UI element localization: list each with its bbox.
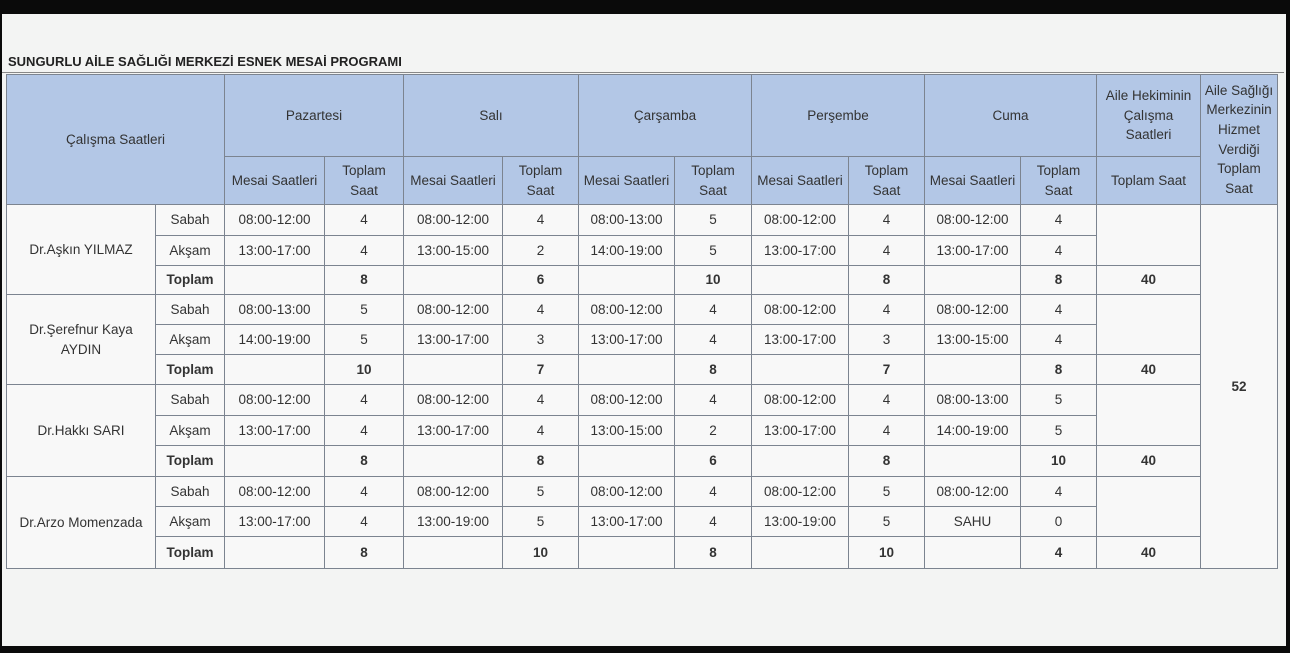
mesai-hours-cell: 08:00-12:00 bbox=[752, 385, 849, 416]
header-mesai-saatleri: Mesai Saatleri bbox=[225, 157, 325, 205]
mesai-hours-cell: 08:00-12:00 bbox=[579, 295, 675, 325]
hours-total-cell: 4 bbox=[1021, 205, 1097, 236]
table-row bbox=[7, 446, 1278, 477]
title-divider bbox=[2, 72, 1284, 73]
hours-total-cell: 4 bbox=[675, 325, 752, 355]
header-calisma-saatleri: Çalışma Saatleri bbox=[7, 75, 225, 205]
day-total-cell: 8 bbox=[325, 537, 404, 569]
hours-total-cell: 4 bbox=[503, 205, 579, 236]
hours-total-cell: 5 bbox=[325, 325, 404, 355]
shift-label-aksam: Akşam bbox=[156, 416, 225, 446]
header-toplam-saat: Toplam Saat bbox=[503, 157, 579, 205]
mesai-hours-cell: 13:00-19:00 bbox=[752, 507, 849, 537]
hours-total-cell: 4 bbox=[849, 295, 925, 325]
mesai-hours-cell: 13:00-17:00 bbox=[752, 236, 849, 266]
header-day-carsamba: Çarşamba bbox=[579, 75, 752, 157]
shift-label-toplam: Toplam bbox=[156, 355, 225, 385]
shift-label-aksam: Akşam bbox=[156, 236, 225, 266]
hours-total-cell: 4 bbox=[503, 295, 579, 325]
mesai-hours-cell: 13:00-17:00 bbox=[752, 416, 849, 446]
header-toplam-saat: Toplam Saat bbox=[1021, 157, 1097, 205]
blank-cell bbox=[579, 355, 675, 385]
mesai-hours-cell: 08:00-13:00 bbox=[579, 205, 675, 236]
mesai-hours-cell: 13:00-15:00 bbox=[579, 416, 675, 446]
table-row bbox=[7, 477, 1278, 507]
table-row bbox=[7, 537, 1278, 569]
header-asm-toplam: Aile Sağlığı Merkezinin Hizmet Verdiği Toplam Saat bbox=[1201, 75, 1278, 205]
day-total-cell: 10 bbox=[849, 537, 925, 569]
mesai-hours-cell: SAHU bbox=[925, 507, 1021, 537]
table-row bbox=[7, 507, 1278, 537]
table-row bbox=[7, 266, 1278, 295]
mesai-hours-cell: 08:00-12:00 bbox=[404, 205, 503, 236]
table-row bbox=[7, 205, 1278, 236]
shift-label-sabah: Sabah bbox=[156, 477, 225, 507]
hours-total-cell: 4 bbox=[503, 416, 579, 446]
day-total-cell: 10 bbox=[325, 355, 404, 385]
mesai-hours-cell: 13:00-19:00 bbox=[404, 507, 503, 537]
hours-total-cell: 4 bbox=[849, 416, 925, 446]
hours-total-cell: 4 bbox=[1021, 295, 1097, 325]
hours-total-cell: 4 bbox=[325, 385, 404, 416]
hours-total-cell: 4 bbox=[325, 507, 404, 537]
header-day-cuma: Cuma bbox=[925, 75, 1097, 157]
spreadsheet bbox=[2, 14, 1286, 646]
shift-label-toplam: Toplam bbox=[156, 537, 225, 569]
mesai-hours-cell: 08:00-12:00 bbox=[404, 295, 503, 325]
hours-total-cell: 5 bbox=[675, 205, 752, 236]
mesai-hours-cell: 13:00-15:00 bbox=[404, 236, 503, 266]
day-total-cell: 10 bbox=[1021, 446, 1097, 477]
header-mesai-saatleri: Mesai Saatleri bbox=[925, 157, 1021, 205]
mesai-hours-cell: 13:00-15:00 bbox=[925, 325, 1021, 355]
weekly-total-cell: 40 bbox=[1097, 537, 1201, 569]
day-total-cell: 7 bbox=[849, 355, 925, 385]
header-aile-hekimi-toplam-saat: Toplam Saat bbox=[1097, 157, 1201, 205]
day-total-cell: 8 bbox=[503, 446, 579, 477]
blank-cell bbox=[579, 537, 675, 569]
blank-cell bbox=[225, 355, 325, 385]
hours-total-cell: 4 bbox=[675, 295, 752, 325]
hours-total-cell: 5 bbox=[503, 507, 579, 537]
day-total-cell: 8 bbox=[675, 355, 752, 385]
hours-total-cell: 5 bbox=[849, 507, 925, 537]
shift-label-sabah: Sabah bbox=[156, 295, 225, 325]
weekly-blank-cell bbox=[1097, 385, 1201, 446]
table-row bbox=[7, 325, 1278, 355]
hours-total-cell: 5 bbox=[503, 477, 579, 507]
header-day-sali: Salı bbox=[404, 75, 579, 157]
doctor-name: Dr.Arzo Momenzada bbox=[7, 477, 156, 569]
table-row bbox=[7, 385, 1278, 416]
blank-cell bbox=[752, 537, 849, 569]
day-total-cell: 8 bbox=[675, 537, 752, 569]
mesai-hours-cell: 13:00-17:00 bbox=[404, 325, 503, 355]
blank-cell bbox=[752, 266, 849, 295]
weekly-blank-cell bbox=[1097, 477, 1201, 537]
header-mesai-saatleri: Mesai Saatleri bbox=[579, 157, 675, 205]
table-row bbox=[7, 416, 1278, 446]
blank-cell bbox=[404, 355, 503, 385]
hours-total-cell: 4 bbox=[675, 385, 752, 416]
mesai-hours-cell: 13:00-17:00 bbox=[225, 507, 325, 537]
blank-cell bbox=[579, 266, 675, 295]
shift-label-sabah: Sabah bbox=[156, 205, 225, 236]
mesai-hours-cell: 08:00-12:00 bbox=[752, 477, 849, 507]
day-total-cell: 8 bbox=[325, 266, 404, 295]
blank-cell bbox=[404, 537, 503, 569]
hours-total-cell: 0 bbox=[1021, 507, 1097, 537]
header-day-pazartesi: Pazartesi bbox=[225, 75, 404, 157]
blank-cell bbox=[752, 355, 849, 385]
hours-total-cell: 4 bbox=[675, 507, 752, 537]
mesai-hours-cell: 14:00-19:00 bbox=[925, 416, 1021, 446]
hours-total-cell: 3 bbox=[849, 325, 925, 355]
blank-cell bbox=[579, 446, 675, 477]
header-toplam-saat: Toplam Saat bbox=[675, 157, 752, 205]
hours-total-cell: 4 bbox=[325, 477, 404, 507]
hours-total-cell: 2 bbox=[675, 416, 752, 446]
mesai-hours-cell: 08:00-12:00 bbox=[925, 295, 1021, 325]
blank-cell bbox=[925, 266, 1021, 295]
hours-total-cell: 4 bbox=[1021, 236, 1097, 266]
doctor-name: Dr.Aşkın YILMAZ bbox=[7, 205, 156, 295]
hours-total-cell: 5 bbox=[1021, 416, 1097, 446]
weekly-total-cell: 40 bbox=[1097, 266, 1201, 295]
mesai-hours-cell: 13:00-17:00 bbox=[579, 325, 675, 355]
hours-total-cell: 2 bbox=[503, 236, 579, 266]
blank-cell bbox=[225, 266, 325, 295]
blank-cell bbox=[752, 446, 849, 477]
mesai-hours-cell: 13:00-17:00 bbox=[404, 416, 503, 446]
hours-total-cell: 4 bbox=[1021, 325, 1097, 355]
blank-cell bbox=[404, 266, 503, 295]
blank-cell bbox=[225, 446, 325, 477]
asm-grand-total: 52 bbox=[1201, 205, 1278, 569]
header-mesai-saatleri: Mesai Saatleri bbox=[404, 157, 503, 205]
hours-total-cell: 4 bbox=[849, 236, 925, 266]
header-toplam-saat: Toplam Saat bbox=[849, 157, 925, 205]
day-total-cell: 8 bbox=[325, 446, 404, 477]
blank-cell bbox=[225, 537, 325, 569]
hours-total-cell: 4 bbox=[1021, 477, 1097, 507]
mesai-hours-cell: 08:00-12:00 bbox=[225, 205, 325, 236]
mesai-hours-cell: 08:00-12:00 bbox=[925, 477, 1021, 507]
hours-total-cell: 4 bbox=[849, 205, 925, 236]
day-total-cell: 10 bbox=[503, 537, 579, 569]
mesai-hours-cell: 13:00-17:00 bbox=[225, 236, 325, 266]
mesai-hours-cell: 13:00-17:00 bbox=[579, 507, 675, 537]
mesai-hours-cell: 08:00-12:00 bbox=[752, 295, 849, 325]
doctor-name: Dr.Hakkı SARI bbox=[7, 385, 156, 477]
hours-total-cell: 5 bbox=[675, 236, 752, 266]
hours-total-cell: 4 bbox=[503, 385, 579, 416]
hours-total-cell: 5 bbox=[849, 477, 925, 507]
mesai-hours-cell: 08:00-12:00 bbox=[579, 385, 675, 416]
day-total-cell: 10 bbox=[675, 266, 752, 295]
shift-label-aksam: Akşam bbox=[156, 507, 225, 537]
hours-total-cell: 4 bbox=[325, 205, 404, 236]
hours-total-cell: 4 bbox=[849, 385, 925, 416]
blank-cell bbox=[404, 446, 503, 477]
mesai-hours-cell: 08:00-12:00 bbox=[579, 477, 675, 507]
shift-label-sabah: Sabah bbox=[156, 385, 225, 416]
mesai-hours-cell: 08:00-12:00 bbox=[925, 205, 1021, 236]
mesai-hours-cell: 08:00-13:00 bbox=[925, 385, 1021, 416]
mesai-hours-cell: 14:00-19:00 bbox=[579, 236, 675, 266]
hours-total-cell: 4 bbox=[325, 236, 404, 266]
mesai-hours-cell: 08:00-12:00 bbox=[404, 385, 503, 416]
mesai-hours-cell: 08:00-13:00 bbox=[225, 295, 325, 325]
hours-total-cell: 4 bbox=[675, 477, 752, 507]
weekly-total-cell: 40 bbox=[1097, 355, 1201, 385]
table-row bbox=[7, 236, 1278, 266]
weekly-total-cell: 40 bbox=[1097, 446, 1201, 477]
header-day-persembe: Perşembe bbox=[752, 75, 925, 157]
day-total-cell: 8 bbox=[849, 266, 925, 295]
day-total-cell: 8 bbox=[1021, 355, 1097, 385]
table-row bbox=[7, 355, 1278, 385]
shift-label-aksam: Akşam bbox=[156, 325, 225, 355]
page-title: SUNGURLU AİLE SAĞLIĞI MERKEZİ ESNEK MESAİ PROGRAMI bbox=[8, 54, 402, 69]
hours-total-cell: 5 bbox=[325, 295, 404, 325]
day-total-cell: 6 bbox=[503, 266, 579, 295]
hours-total-cell: 4 bbox=[325, 416, 404, 446]
mesai-hours-cell: 13:00-17:00 bbox=[752, 325, 849, 355]
mesai-hours-cell: 08:00-12:00 bbox=[752, 205, 849, 236]
shift-label-toplam: Toplam bbox=[156, 266, 225, 295]
weekly-blank-cell bbox=[1097, 205, 1201, 266]
blank-cell bbox=[925, 537, 1021, 569]
weekly-blank-cell bbox=[1097, 295, 1201, 355]
shift-label-toplam: Toplam bbox=[156, 446, 225, 477]
day-total-cell: 8 bbox=[849, 446, 925, 477]
table-row bbox=[7, 295, 1278, 325]
mesai-hours-cell: 13:00-17:00 bbox=[225, 416, 325, 446]
day-total-cell: 4 bbox=[1021, 537, 1097, 569]
mesai-hours-cell: 14:00-19:00 bbox=[225, 325, 325, 355]
day-total-cell: 7 bbox=[503, 355, 579, 385]
day-total-cell: 6 bbox=[675, 446, 752, 477]
header-mesai-saatleri: Mesai Saatleri bbox=[752, 157, 849, 205]
header-toplam-saat: Toplam Saat bbox=[325, 157, 404, 205]
blank-cell bbox=[925, 355, 1021, 385]
hours-total-cell: 3 bbox=[503, 325, 579, 355]
schedule-table bbox=[6, 74, 1278, 569]
mesai-hours-cell: 08:00-12:00 bbox=[404, 477, 503, 507]
mesai-hours-cell: 13:00-17:00 bbox=[925, 236, 1021, 266]
day-total-cell: 8 bbox=[1021, 266, 1097, 295]
header-aile-hekimi-calisma: Aile Hekiminin Çalışma Saatleri bbox=[1097, 75, 1201, 157]
hours-total-cell: 5 bbox=[1021, 385, 1097, 416]
mesai-hours-cell: 08:00-12:00 bbox=[225, 477, 325, 507]
blank-cell bbox=[925, 446, 1021, 477]
mesai-hours-cell: 08:00-12:00 bbox=[225, 385, 325, 416]
doctor-name: Dr.Şerefnur Kaya AYDIN bbox=[7, 295, 156, 385]
